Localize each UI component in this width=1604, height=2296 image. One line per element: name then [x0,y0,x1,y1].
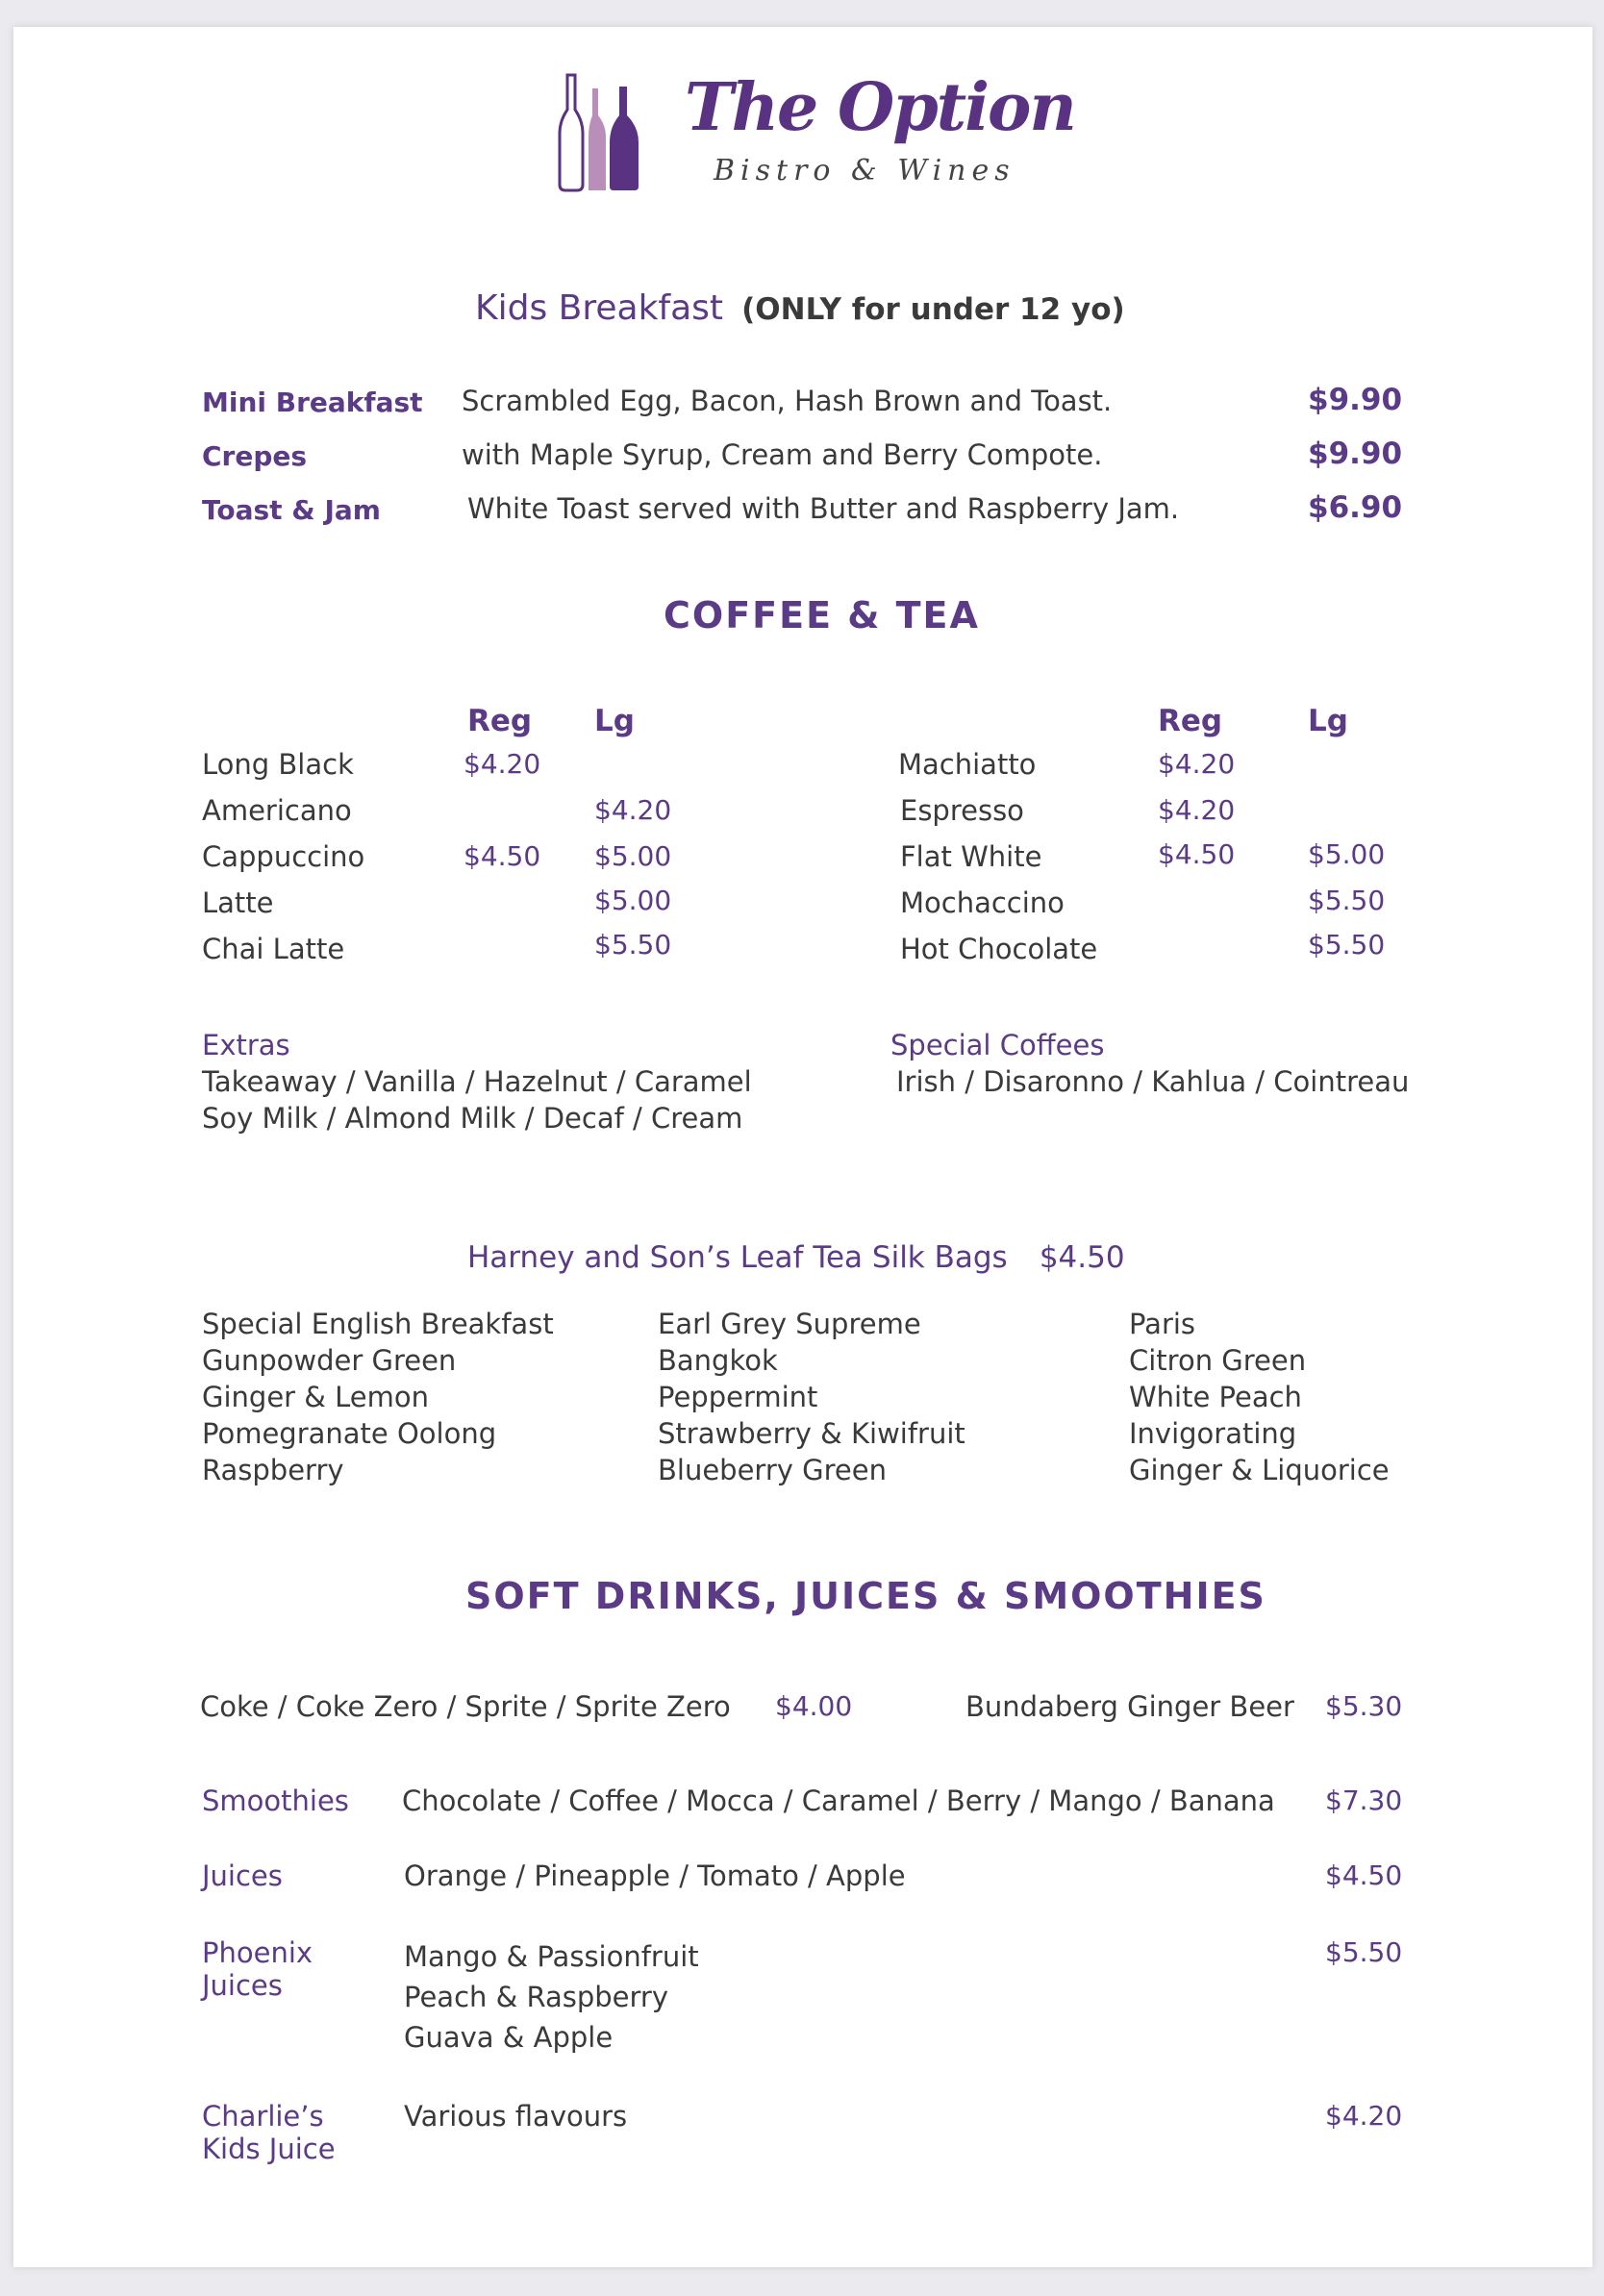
special-coffees-line: Irish / Disaronno / Kahlua / Cointreau [896,1065,1410,1098]
special-coffees-label: Special Coffees [890,1029,1105,1061]
kids-breakfast-heading [475,288,1125,328]
coffee-lg-price: $5.50 [594,929,672,961]
charlies-label-line: Kids Juice [202,2133,336,2165]
juices-price: $4.50 [1325,1859,1403,1891]
coffee-name: Americano [202,794,352,827]
extras-line: Takeaway / Vanilla / Hazelnut / Caramel [202,1065,752,1098]
tea-item: Paris [1129,1308,1196,1340]
kids-item-price: $9.90 [1308,383,1403,417]
smoothies-desc: Chocolate / Coffee / Mocca / Caramel / Berry / Mango / Banana [402,1784,1275,1817]
tea-item: Raspberry [202,1454,344,1486]
phoenix-label [202,1936,313,2002]
phoenix-flavour: Peach & Raspberry [404,1981,668,2013]
tea-column [1129,1306,1390,1488]
tea-item: Bangkok [658,1344,778,1377]
coffee-name: Chai Latte [202,933,345,965]
coffee-tea-title: COFFEE & TEA [664,594,980,636]
kids-item-name: Toast & Jam [202,494,381,526]
logo-title: The Option [685,69,1075,146]
tea-item: Special English Breakfast [202,1308,554,1340]
coffee-lg-price: $5.50 [1308,929,1386,961]
kids-breakfast-title: Kids Breakfast [475,288,724,328]
ginger-beer-price: $5.30 [1325,1690,1403,1722]
smoothies-label: Smoothies [202,1784,349,1817]
tea-item: Pomegranate Oolong [202,1417,497,1450]
phoenix-label-line: Juices [202,1969,283,2002]
coffee-reg-price: $4.50 [464,840,541,872]
kids-item-desc: White Toast served with Butter and Raspberry Jam. [467,492,1180,525]
tea-title: Harney and Son’s Leaf Tea Silk Bags [467,1240,1008,1275]
coffee-lg-price: $5.00 [594,885,672,916]
extras-label: Extras [202,1029,290,1061]
coffee-name: Long Black [202,748,354,781]
tea-item: Blueberry Green [658,1454,887,1486]
soft-drinks-title: SOFT DRINKS, JUICES & SMOOTHIES [465,1575,1266,1617]
tea-item: Citron Green [1129,1344,1307,1377]
juices-label: Juices [202,1859,283,1892]
kids-item-name: Mini Breakfast [202,387,423,418]
wine-bottles-icon [554,71,669,196]
menu-page [13,27,1592,2267]
coffee-lg-price: $5.00 [594,840,672,872]
charlies-label [202,2100,336,2165]
charlies-label-line: Charlie’s [202,2100,324,2133]
coffee-reg-price: $4.20 [464,748,541,780]
tea-column [202,1306,554,1488]
reg-column-header: Reg [467,704,533,738]
phoenix-flavour: Guava & Apple [404,2021,614,2054]
coffee-lg-price: $4.20 [594,794,672,826]
coffee-name: Cappuccino [202,840,365,873]
soft-drinks-name: Coke / Coke Zero / Sprite / Sprite Zero [200,1690,731,1723]
coffee-name: Machiatto [898,748,1037,781]
phoenix-price: $5.50 [1325,1936,1403,1968]
kids-breakfast-note: (ONLY for under 12 yo) [741,292,1125,327]
juices-desc: Orange / Pineapple / Tomato / Apple [404,1859,906,1892]
charlies-price: $4.20 [1325,2100,1403,2132]
kids-item-price: $6.90 [1308,490,1403,525]
tea-item: Invigorating [1129,1417,1297,1450]
tea-item: Ginger & Liquorice [1129,1454,1390,1486]
coffee-reg-price: $4.20 [1158,748,1236,780]
coffee-name: Hot Chocolate [900,933,1098,965]
phoenix-flavour: Mango & Passionfruit [404,1940,699,1973]
tea-heading [467,1240,1125,1275]
tea-item: Earl Grey Supreme [658,1308,921,1340]
coffee-name: Latte [202,886,274,919]
phoenix-flavours [404,1936,699,2058]
tea-item: Ginger & Lemon [202,1381,429,1413]
tea-column [658,1306,965,1488]
charlies-desc: Various flavours [404,2100,628,2133]
coffee-name: Espresso [900,794,1024,827]
tea-price: $4.50 [1039,1240,1125,1275]
kids-item-price: $9.90 [1308,437,1403,471]
ginger-beer-name: Bundaberg Ginger Beer [965,1690,1294,1723]
soft-drinks-price: $4.00 [775,1690,853,1722]
coffee-name: Flat White [900,840,1042,873]
tea-item: Strawberry & Kiwifruit [658,1417,965,1450]
kids-item-name: Crepes [202,440,308,472]
smoothies-price: $7.30 [1325,1784,1403,1816]
logo-tagline: Bistro & Wines [714,154,1015,187]
phoenix-label-line: Phoenix [202,1936,313,1969]
lg-column-header: Lg [594,704,635,738]
tea-item: White Peach [1129,1381,1302,1413]
logo [554,69,1075,196]
coffee-name: Mochaccino [900,886,1065,919]
tea-item: Peppermint [658,1381,818,1413]
reg-column-header: Reg [1158,704,1223,738]
lg-column-header: Lg [1308,704,1348,738]
kids-item-desc: Scrambled Egg, Bacon, Hash Brown and Toast. [462,385,1113,417]
kids-item-desc: with Maple Syrup, Cream and Berry Compote. [462,438,1103,471]
tea-item: Gunpowder Green [202,1344,457,1377]
coffee-lg-price: $5.00 [1308,838,1386,870]
extras-line: Soy Milk / Almond Milk / Decaf / Cream [202,1102,743,1135]
coffee-reg-price: $4.20 [1158,794,1236,826]
coffee-reg-price: $4.50 [1158,838,1236,870]
coffee-lg-price: $5.50 [1308,885,1386,916]
